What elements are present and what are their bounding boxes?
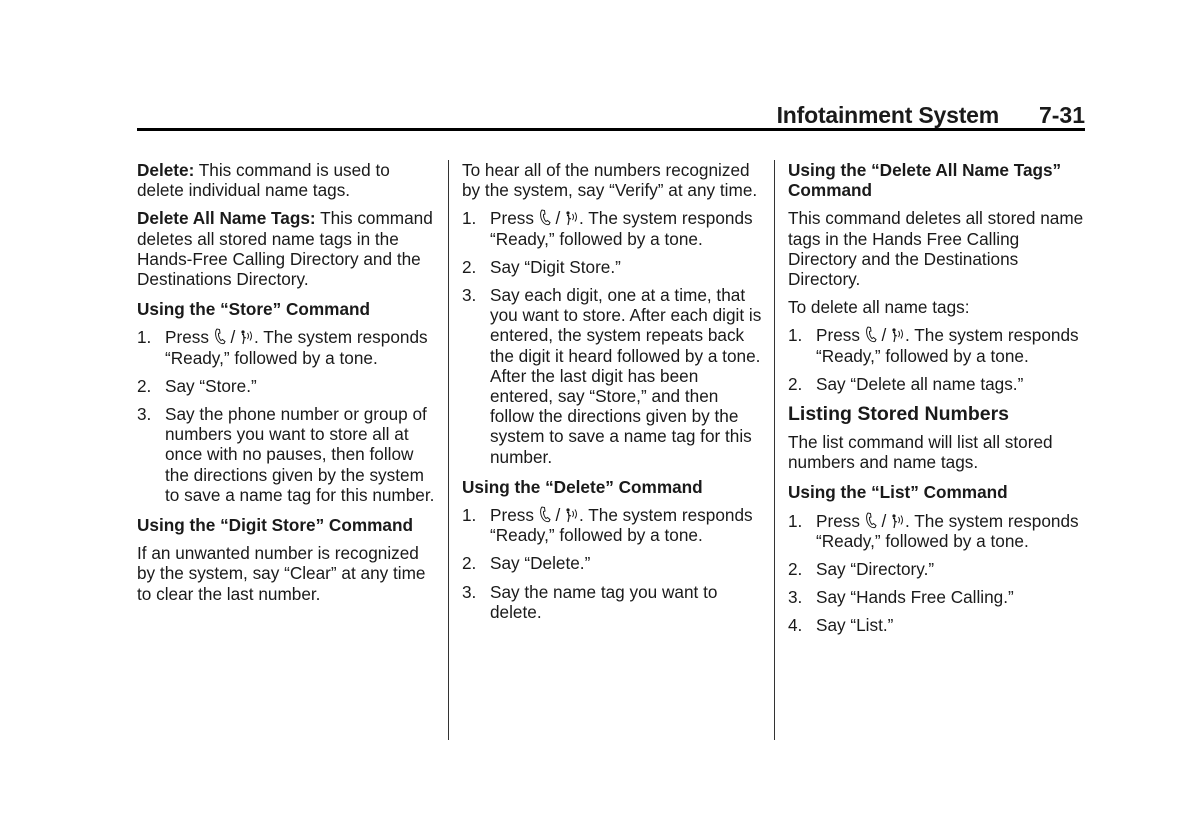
list-item [462, 257, 764, 277]
delete-all-text: This command deletes all stored name tags in the Hands Free Calling Directory and the Destinations Directory. [788, 208, 1084, 290]
step-text: Say “Delete all name tags.” [816, 373, 1024, 394]
delete-paragraph [137, 160, 437, 200]
step-number: 4. [788, 615, 803, 636]
page-title: Infotainment System [776, 102, 999, 128]
verify-text: To hear all of the numbers recognized by the system, say “Verify” at any time. [462, 160, 758, 201]
list-item [788, 511, 1086, 551]
column-1 [137, 160, 437, 612]
voice-recognition-icon [891, 513, 905, 529]
step-text: . The system responds “Ready,” followed by a tone. [490, 505, 753, 546]
step-number: 3. [462, 285, 477, 306]
step-text: Press [490, 208, 539, 229]
step-number: 1. [788, 325, 803, 346]
list-heading: Using the “List” Command [788, 482, 1008, 503]
step-text: Say “Delete.” [490, 553, 591, 574]
delete-all-paragraph [137, 208, 437, 289]
list-item [462, 505, 764, 545]
column-divider [448, 160, 449, 740]
column-divider [774, 160, 775, 740]
list-item [462, 553, 764, 573]
delete-heading: Using the “Delete” Command [462, 476, 703, 497]
step-number: 2. [462, 256, 477, 277]
voice-recognition-icon [891, 327, 905, 343]
step-number: 3. [462, 581, 477, 602]
list-item [462, 208, 764, 248]
step-text: . The system responds “Ready,” followed by a tone. [816, 510, 1079, 551]
to-delete-text: To delete all name tags: [788, 297, 970, 318]
list-item [788, 374, 1086, 394]
icon-separator: / [550, 505, 566, 526]
column-2 [462, 160, 764, 630]
phone-handset-icon [214, 328, 226, 345]
icon-separator: / [550, 208, 566, 229]
step-text: Press [490, 505, 539, 526]
delete-all-steps [788, 325, 1086, 394]
listing-text: The list command will list all stored numbers and name tags. [788, 432, 1053, 473]
step-number: 2. [788, 373, 803, 394]
header-rule [137, 128, 1085, 131]
list-item [788, 325, 1086, 365]
step-text: . The system responds “Ready,” followed by a tone. [490, 208, 753, 249]
delete-text: This command is used to delete individual name tags. [137, 160, 390, 201]
step-number: 3. [788, 587, 803, 608]
delete-steps [462, 505, 764, 622]
listing-heading: Listing Stored Numbers [788, 403, 1010, 426]
step-number: 1. [788, 510, 803, 531]
list-item [462, 285, 764, 467]
step-number: 3. [137, 404, 152, 425]
step-number: 1. [462, 208, 477, 229]
list-item [137, 404, 437, 505]
list-item [137, 376, 437, 396]
store-steps [137, 327, 437, 505]
step-text: Say each digit, one at a time, that you want to store. After each digit is entered, the system repeats back the digit it heard followed by a tone. After the last digit has been entered, say “Store,” and then follow the directions given by the system to save a name tag for this number. [490, 285, 762, 467]
digit-store-heading: Using the “Digit Store” Command [137, 515, 413, 536]
step-text: Say the name tag you want to delete. [490, 581, 718, 622]
step-number: 2. [788, 559, 803, 580]
list-item [788, 559, 1086, 579]
step-number: 2. [137, 375, 152, 396]
step-number: 1. [462, 505, 477, 526]
step-text: Say “Store.” [165, 375, 257, 396]
step-text: Say “List.” [816, 615, 894, 636]
page-header [137, 100, 1085, 130]
step-text: . The system responds “Ready,” followed by a tone. [165, 327, 428, 368]
voice-recognition-icon [565, 507, 579, 523]
icon-separator: / [876, 510, 892, 531]
page-number: 7-31 [1038, 102, 1085, 128]
column-3 [788, 160, 1086, 644]
voice-recognition-icon [565, 210, 579, 226]
delete-all-lead: Delete All Name Tags: [137, 208, 316, 229]
phone-handset-icon [539, 209, 551, 226]
list-item [788, 615, 1086, 635]
list-item [788, 587, 1086, 607]
voice-recognition-icon [240, 329, 254, 345]
icon-separator: / [225, 327, 241, 348]
store-heading: Using the “Store” Command [137, 299, 371, 320]
list-item [462, 582, 764, 622]
step-number: 2. [462, 553, 477, 574]
list-item [137, 327, 437, 367]
step-text: Press [816, 510, 865, 531]
step-text: Say “Hands Free Calling.” [816, 587, 1014, 608]
phone-handset-icon [865, 326, 877, 343]
step-text: Say “Digit Store.” [490, 256, 621, 277]
icon-separator: / [876, 325, 892, 346]
step-number: 1. [137, 327, 152, 348]
step-text: Say “Directory.” [816, 559, 935, 580]
step-text: Say the phone number or group of numbers you want to store all at once with no pauses, then follow the directions given by the system to save a name tag for this number. [165, 404, 435, 505]
delete-all-heading: Using the “Delete All Name Tags” Command [788, 160, 1062, 201]
digit-store-steps [462, 208, 764, 466]
phone-handset-icon [539, 506, 551, 523]
step-text: . The system responds “Ready,” followed by a tone. [816, 325, 1079, 366]
digit-store-text: If an unwanted number is recognized by the system, say “Clear” at any time to clear the last number. [137, 543, 426, 604]
delete-lead: Delete: [137, 160, 195, 180]
phone-handset-icon [865, 512, 877, 529]
step-text: Press [816, 325, 865, 346]
delete-all-text: This command deletes all stored name tags in the Hands-Free Calling Directory and the Destinations Directory. [137, 208, 433, 290]
step-text: Press [165, 327, 214, 348]
list-steps [788, 511, 1086, 636]
